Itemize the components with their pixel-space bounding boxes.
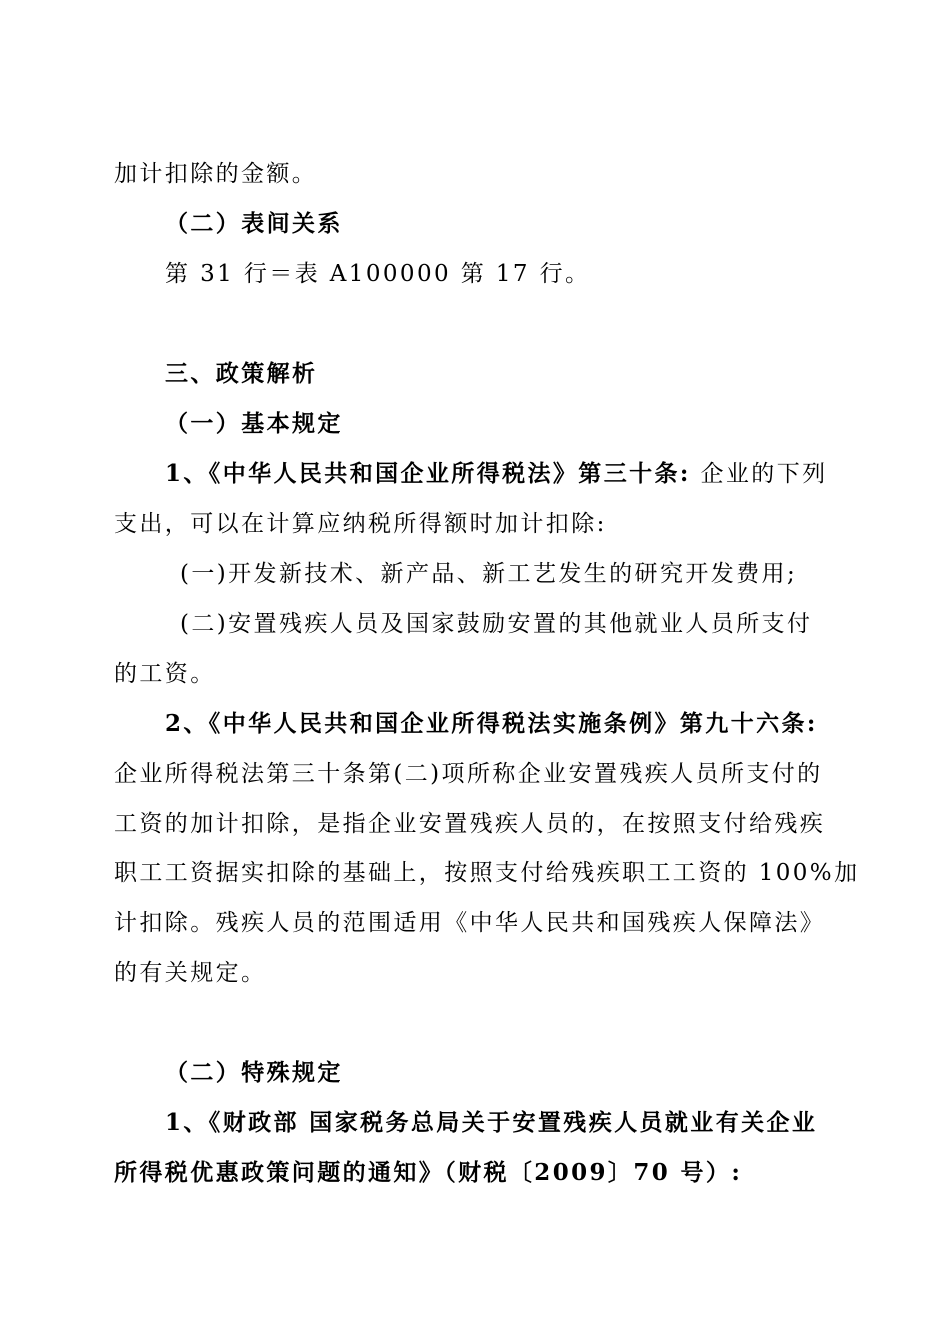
paragraph-line: 企业所得税法第三十条第(二)项所称企业安置残疾人员所支付的 (114, 761, 823, 787)
paragraph-line: 的有关规定。 (114, 960, 267, 986)
paragraph-line: 职工工资据实扣除的基础上，按照支付给残疾职工工资的 100%加 (114, 860, 860, 886)
sub-item-1: (一)开发新技术、新产品、新工艺发生的研究开发费用; (180, 561, 798, 587)
paragraph-line: 第 31 行＝表 A100000 第 17 行。 (165, 261, 591, 287)
section-heading: 三、政策解析 (165, 360, 318, 387)
list-item-1 (165, 458, 828, 490)
paragraph-line: 加计扣除的金额。 (114, 161, 318, 187)
paragraph-line: 支出，可以在计算应纳税所得额时加计扣除: (114, 511, 607, 537)
sub-item-2: (二)安置残疾人员及国家鼓励安置的其他就业人员所支付 (180, 611, 813, 637)
special-item-1-title-cont: 所得税优惠政策问题的通知》（财税〔2009〕70 号）: (114, 1159, 743, 1186)
list-item-1-text: 企业的下列 (690, 461, 828, 487)
paragraph-line: 的工资。 (114, 661, 216, 687)
subheading-table-relation: （二）表间关系 (165, 210, 343, 237)
list-item-2-title: 2、《中华人民共和国企业所得税法实施条例》第九十六条: (165, 710, 818, 737)
subheading-basic-rules: （一）基本规定 (165, 410, 343, 437)
special-item-1-title: 1、《财政部 国家税务总局关于安置残疾人员就业有关企业 (165, 1109, 818, 1136)
subheading-special-rules: （二）特殊规定 (165, 1059, 343, 1086)
paragraph-line: 计扣除。残疾人员的范围适用《中华人民共和国残疾人保障法》 (114, 910, 826, 936)
paragraph-line: 工资的加计扣除，是指企业安置残疾人员的，在按照支付给残疾 (114, 811, 826, 837)
list-item-1-title: 1、《中华人民共和国企业所得税法》第三十条: (165, 460, 691, 487)
